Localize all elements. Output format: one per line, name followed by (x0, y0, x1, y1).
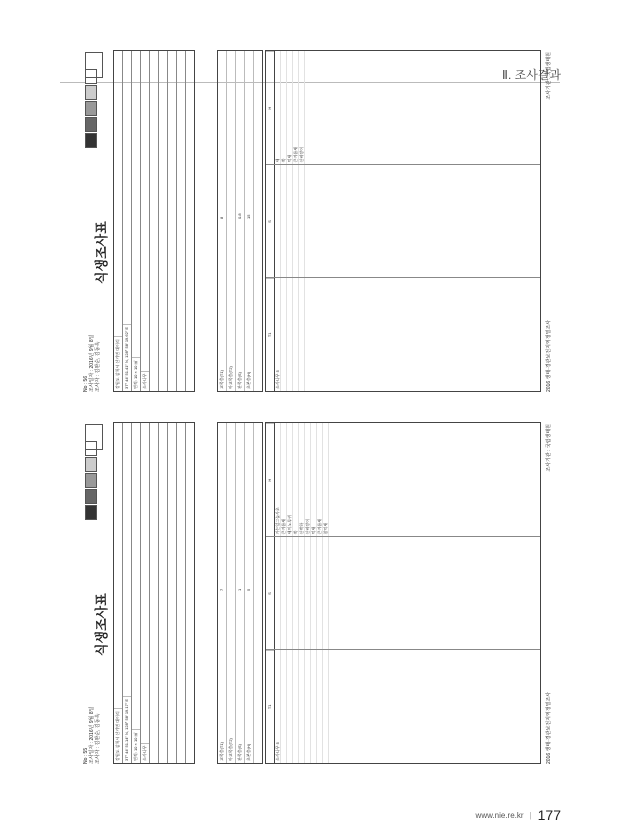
footer-right: 조사기관 : 국립생태원 (546, 424, 552, 472)
species-t1: 소사나무 5 (275, 742, 280, 761)
stratum-value: 7 (219, 588, 224, 591)
stratum-value: 1 (237, 588, 242, 591)
location: 강원도 삼척시 신기면 대이리 (114, 708, 122, 763)
species-h: 산비장이 (299, 146, 304, 163)
survey-sheet-56 (79, 48, 552, 396)
species-rows (275, 51, 305, 391)
coordinates: 37° 44′ 51.14″ N, 128° 58′ 19.17″ E (123, 696, 131, 763)
strata-table (217, 422, 263, 764)
sheet-meta (83, 707, 101, 764)
cover-scale (85, 440, 97, 520)
location: 강원도 삼척시 신기면 대이리 (114, 336, 122, 391)
stratum-value (227, 423, 235, 593)
species-h: 큰기름새 (317, 518, 322, 535)
stratum-label: 관목층(S) (237, 372, 242, 389)
sheet-title: 식생조사표 (94, 593, 109, 656)
cover-scale (85, 68, 97, 148)
sheet-surveyors: 조사자 : 김완순, 김동욱 (95, 713, 101, 764)
plot-area: 면적: 10 × 10 ㎡ (132, 357, 140, 391)
compass-legend (85, 424, 103, 450)
sheet-footer (545, 52, 552, 392)
survey-sheet-55 (79, 420, 552, 768)
page-number: 177 (537, 807, 561, 823)
sheet-footer (545, 424, 552, 764)
species-h: 참억새 (323, 522, 328, 535)
stratum-value: 5 (246, 588, 251, 591)
stratum-label: 교목층(T1) (219, 742, 224, 761)
page-footer: www.nie.re.kr | 177 (475, 807, 561, 823)
stratum-label: 아교목층(T2) (228, 366, 233, 389)
stratum-value: 15 (246, 214, 251, 219)
species-table: T1 S H 소사나무 5 가는잎그늘사초 큰기름새 새끼노루귀 쑥 산박하 산비장이 억새 큰기름새 참억새 (265, 422, 541, 764)
stratum-value: 8 (219, 216, 224, 219)
stratum-value: 0.8 (237, 213, 242, 219)
species-h: 산박하 (299, 522, 304, 535)
website-link[interactable]: www.nie.re.kr (475, 810, 524, 820)
species-h: 쑥 (281, 158, 286, 163)
species-h: 새 (275, 158, 280, 163)
sheet-no: No : 56 (83, 375, 89, 392)
stratum-label: 초본층(H) (246, 371, 251, 389)
compass-legend (85, 52, 103, 78)
sheet-title: 식생조사표 (94, 221, 109, 284)
stratum-label: 아교목층(T2) (228, 738, 233, 761)
stratum-value (227, 51, 235, 221)
stratum-label: 관목층(S) (237, 744, 242, 761)
dominant: 소사나무 (141, 743, 149, 763)
species-h: 큰기름새 (293, 146, 298, 163)
species-h: 새끼노루귀 (287, 515, 292, 535)
species-h: 산비장이 (305, 518, 310, 535)
species-table: T1 S H 소사나무 5 새 쑥 억새 큰기름새 산비장이 (265, 50, 541, 392)
sheet-meta (83, 335, 101, 392)
chapter-title: Ⅱ. 조사결과 (502, 68, 561, 82)
sheet-date: 조사일자 : 2016년 9월 8일 (89, 706, 95, 764)
coordinates: 37° 44′ 51.41″ N, 128° 58′ 19.62″ E (123, 324, 131, 391)
sheet-surveyors: 조사자 : 김완순, 김동욱 (95, 341, 101, 392)
species-h: 큰기름새 (281, 518, 286, 535)
species-t1: 소사나무 5 (275, 370, 280, 389)
dominant: 소사나무 (141, 371, 149, 391)
sheet-no: No : 55 (83, 747, 89, 764)
species-rows (275, 423, 329, 763)
species-h: 가는잎그늘사초 (275, 507, 280, 535)
sheet-date: 조사일자 : 2016년 9월 8일 (89, 334, 95, 392)
footer-right: 조사기관 : 국립생태원 (546, 52, 552, 100)
header-grid (113, 50, 195, 392)
stratum-label: 초본층(H) (246, 743, 251, 761)
strata-table (217, 50, 263, 392)
header-grid (113, 422, 195, 764)
species-h: 쑥 (293, 530, 298, 535)
stratum-label: 교목층(T1) (219, 370, 224, 389)
plot-area: 면적: 10 × 10 ㎡ (132, 729, 140, 763)
species-h: 억새 (287, 154, 292, 163)
species-h: 억새 (311, 526, 316, 535)
footer-left: 2016 생태·경관보전지역정밀조사 (546, 691, 552, 764)
rotated-forms (79, 48, 552, 768)
footer-left: 2016 생태·경관보전지역정밀조사 (546, 319, 552, 392)
